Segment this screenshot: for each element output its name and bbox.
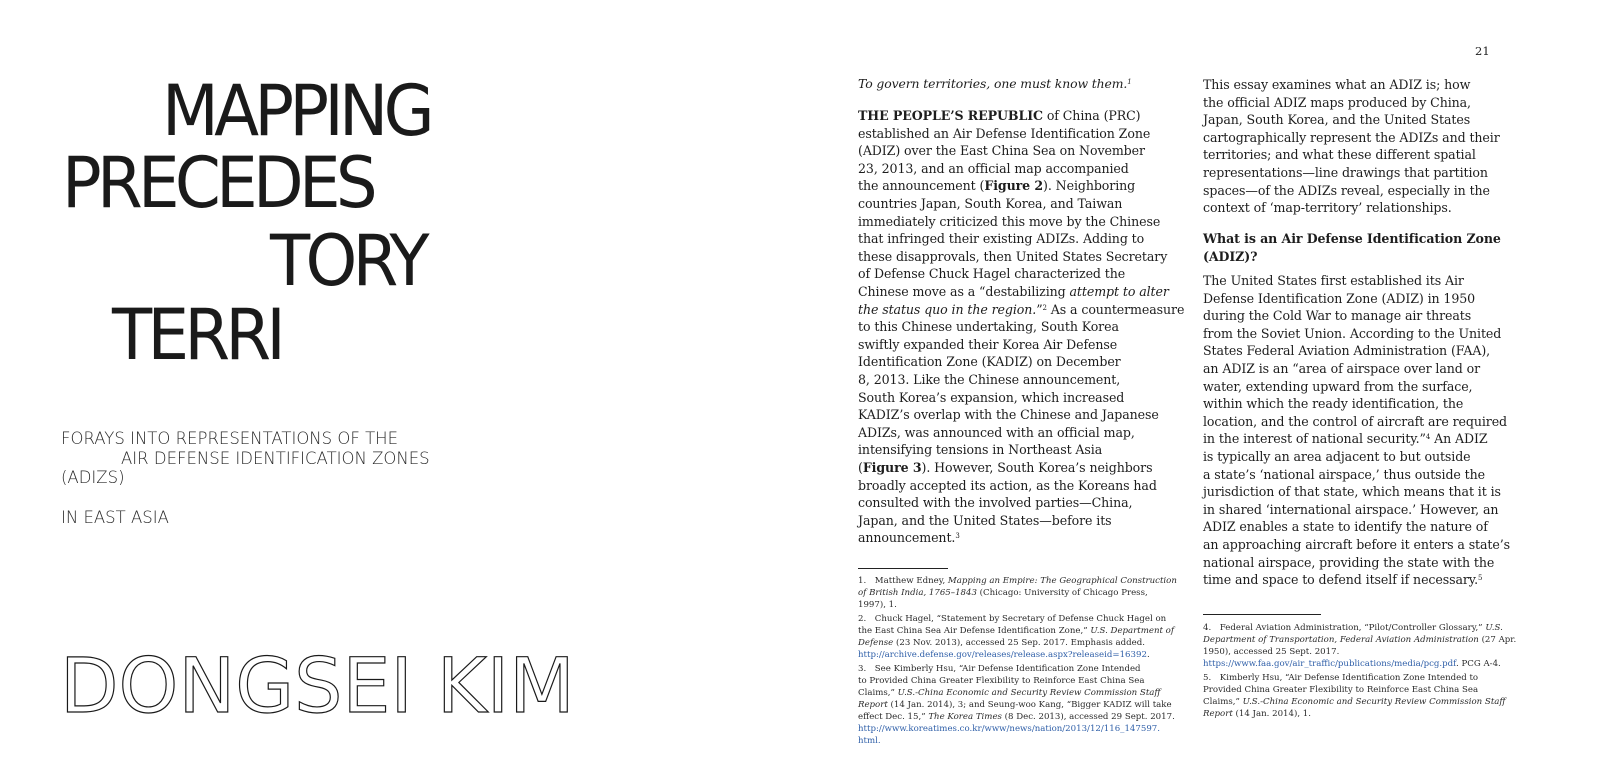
body-line: these disapprovals, then United States Secretary [858, 248, 1168, 264]
footnote-5: 5. Kimberly Hsu, “Air Defense Identification Zone Intended to [1203, 673, 1479, 683]
body-line: Defense Identification Zone (ADIZ) in 1950 [1203, 290, 1476, 306]
footnote-link[interactable]: html. [858, 736, 881, 746]
title-word-tory: TORY [270, 220, 425, 302]
footnote-link[interactable]: https://www.faa.gov/air_traffic/publications/media/pcg.pdf [1203, 659, 1457, 669]
footnote-divider [1203, 614, 1321, 615]
body-line: consulted with the involved parties—China, [858, 495, 1133, 511]
body-line: in the interest of national security.”$^4$ An ADIZ [1203, 431, 1488, 447]
footnote-1: 1. Matthew Edney, Mapping an Empire: The Geographical Construction [858, 576, 1177, 586]
subtitle-line: AIR DEFENSE IDENTIFICATION ZONES [121, 449, 430, 468]
body-line: broadly accepted its action, as the Koreans had [858, 477, 1157, 493]
body-line: countries Japan, South Korea, and Taiwan [858, 196, 1123, 211]
body-line: KADIZ’s overlap with the Chinese and Japanese [858, 407, 1159, 423]
lead-in: THE PEOPLE’S REPUBLIC [858, 108, 1043, 123]
section-heading: What is an Air Defense Identification Zone [1203, 231, 1501, 246]
body-line: ADIZs, was announced with an official map, [858, 424, 1135, 440]
title-word-mapping: MAPPING [162, 70, 430, 152]
body-line: within which the ready identification, the [1203, 396, 1464, 412]
body-line: during the Cold War to manage air threats [1203, 308, 1472, 324]
body-line: national airspace, providing the state with the [1203, 554, 1495, 570]
body-line: 23, 2013, and an official map accompanied [858, 160, 1129, 176]
body-line: The United States first established its Air [1203, 273, 1464, 288]
body-line: Japan, South Korea, and the United States [1203, 112, 1471, 128]
body-line: an approaching aircraft before it enters a state’s [1203, 537, 1511, 552]
body-line: Japan, and the United States—before its [858, 512, 1112, 528]
footnote-2: 2. Chuck Hagel, “Statement by Secretary of Defense Chuck Hagel on [858, 614, 1167, 624]
footnote-line: Department of Transportation, Federal Aviation Administration (27 Apr. [1203, 635, 1517, 645]
footnote-line: http://archive.defense.gov/releases/release.aspx?releaseid=16392. [858, 650, 1150, 660]
body-line: jurisdiction of that state, which means that it is [1203, 484, 1501, 500]
body-line: announcement.$^3$ [858, 530, 960, 546]
footnote-link[interactable]: http://archive.defense.gov/releases/release.aspx?releaseid=16392 [858, 650, 1147, 660]
epigraph: To govern territories, one must know them.$^1$ [858, 76, 1132, 91]
subtitle-line: (ADIZS) [61, 468, 125, 487]
body-line: representations—line drawings that partition [1203, 165, 1488, 180]
figure-ref: Figure 3 [862, 460, 922, 475]
body-line: cartographically represent the ADIZs and their [1203, 129, 1500, 145]
body-line: location, and the control of aircraft are required [1203, 413, 1508, 429]
title-word-precedes: PRECEDES [62, 142, 373, 224]
body-line: to this Chinese undertaking, South Korea [858, 319, 1119, 335]
footnote-line: 1997), 1. [858, 600, 897, 610]
body-line: the official ADIZ maps produced by China, [1203, 94, 1471, 110]
footnote-line: Provided China Greater Flexibility to Reinforce East China Sea [1203, 685, 1479, 695]
body-line: Identification Zone (KADIZ) on December [858, 354, 1121, 370]
body-line: the announcement (Figure 2). Neighboring [858, 178, 1136, 194]
page-number: 21 [1475, 44, 1490, 58]
footnote-line: of British India, 1765–1843 (Chicago: University of Chicago Press, [858, 588, 1148, 598]
footnote-line: Report (14 Jan. 2014), 3; and Seung-woo Kang, “Bigger KADIZ will take [858, 700, 1172, 710]
footnote-line: Claims,” U.S.-China Economic and Security Review Commission Staff [858, 688, 1161, 698]
footnote-line: Claims,” U.S.-China Economic and Security Review Commission Staff [1203, 697, 1506, 707]
subtitle-line: FORAYS INTO REPRESENTATIONS OF THE [61, 429, 399, 448]
author-name: DONGSEI KIM [60, 641, 575, 730]
footnote-line: https://www.faa.gov/air_traffic/publications/media/pcg.pdf. PCG A-4. [1203, 659, 1501, 669]
subtitle-region: IN EAST ASIA [61, 508, 169, 527]
section-heading: (ADIZ)? [1203, 248, 1258, 264]
body-line: This essay examines what an ADIZ is; how [1203, 77, 1471, 92]
body-line: water, extending upward from the surface, [1203, 378, 1473, 394]
body-line: established an Air Defense Identification Zone [858, 125, 1151, 141]
footnote-line: Defense (23 Nov. 2013), accessed 25 Sep. 2017. Emphasis added. [858, 638, 1145, 648]
body-line: is typically an area adjacent to but outside [1203, 449, 1471, 464]
footnote-link[interactable]: http://www.koreatimes.co.kr/www/news/nation/2013/12/116_147597. [858, 724, 1161, 734]
footnote-line [858, 723, 1160, 735]
footnote-line: 1950), accessed 25 Sept. 2017. [1203, 647, 1340, 657]
footnote-divider [858, 568, 948, 569]
body-line: Chinese move as a “destabilizing attempt to alter [858, 284, 1169, 299]
body-line: spaces—of the ADIZs reveal, especially in the [1203, 182, 1490, 198]
body-line: intensifying tensions in Northeast Asia [858, 442, 1103, 458]
body-line: (ADIZ) over the East China Sea on November [858, 143, 1145, 159]
body-line: 8, 2013. Like the Chinese announcement, [858, 372, 1121, 387]
footnote-line: Report (14 Jan. 2014), 1. [1203, 709, 1312, 719]
footnote-line [858, 735, 881, 747]
footnote-line: to Provided China Greater Flexibility to Reinforce East China Sea [858, 676, 1145, 686]
body-line: South Korea’s expansion, which increased [858, 389, 1125, 405]
footnote-4: 4. Federal Aviation Administration, “Pilot/Controller Glossary,” U.S. [1203, 623, 1503, 633]
body-line: (Figure 3). However, South Korea’s neighbors [858, 460, 1153, 475]
body-line: swiftly expanded their Korea Air Defense [858, 336, 1118, 352]
body-line: THE PEOPLE’S REPUBLIC of China (PRC) [858, 108, 1141, 123]
body-line: from the Soviet Union. According to the United [1203, 325, 1502, 341]
body-line: immediately criticized this move by the Chinese [858, 213, 1161, 229]
body-line: of Defense Chuck Hagel characterized the [858, 266, 1126, 282]
body-line: States Federal Aviation Administration (FAA), [1203, 343, 1491, 359]
body-line: in shared ‘international airspace.’ However, an [1203, 501, 1499, 517]
body-line: ADIZ enables a state to identify the nature of [1203, 519, 1488, 535]
body-line: context of ‘map-territory’ relationships. [1203, 200, 1452, 216]
footnote-3: 3. See Kimberly Hsu, “Air Defense Identification Zone Intended [858, 664, 1141, 674]
body-line: territories; and what these different spatial [1203, 147, 1476, 163]
body-line: the status quo in the region.”$^2$ As a countermeasure [858, 301, 1185, 317]
body-line: that infringed their existing ADIZs. Adding to [858, 231, 1145, 247]
body-line: time and space to defend itself if necessary.$^5$ [1203, 572, 1483, 588]
title-word-terri: TERRI [112, 294, 282, 376]
body-line: an ADIZ is an “area of airspace over land or [1203, 361, 1481, 376]
footnote-line: the East China Sea Air Defense Identification Zone,” U.S. Department of [858, 626, 1175, 636]
figure-ref: Figure 2 [984, 178, 1044, 194]
body-line: a state’s ‘national airspace,’ thus outside the [1203, 466, 1486, 482]
footnote-line: effect Dec. 15,” The Korea Times (8 Dec. 2013), accessed 29 Sept. 2017. [858, 712, 1175, 722]
